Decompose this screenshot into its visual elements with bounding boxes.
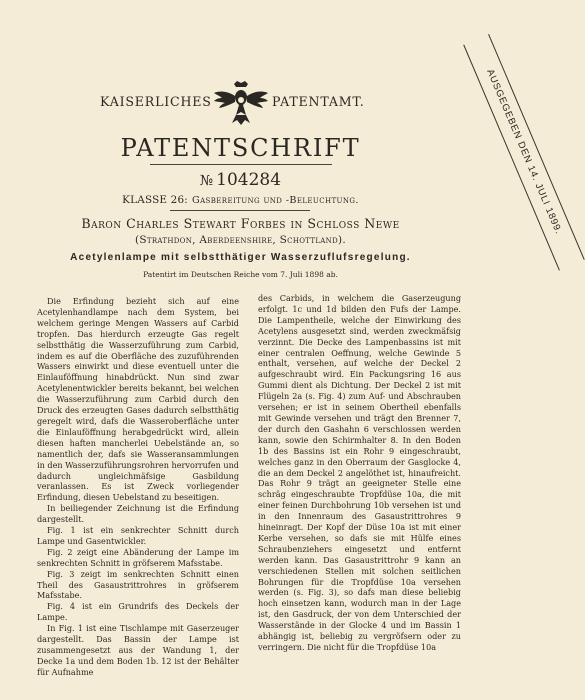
paragraph: Fig. 3 zeigt im senkrechten Schnitt einen Theil des Gasaustrittrohres in gröfserem Mafsstabe. bbox=[37, 568, 239, 601]
document-type-title: PATENTSCHRIFT bbox=[120, 134, 361, 162]
paragraph: Fig. 4 ist ein Grundrifs des Deckels der Lampe. bbox=[37, 601, 239, 623]
issue-date-stamp bbox=[463, 34, 585, 270]
paragraph: In beiliegender Zeichnung ist die Erfindung dargestellt. bbox=[37, 503, 239, 525]
paragraph: des Carbids, in welchem die Gaserzeugung erfolgt. 1c und 1d bilden den Fufs der Lampe. Die Lampentheile, welche der Einwirkung des Acetylens ausgesetzt sind, werden zweckmäfsig verzinnt. Die Decke des Lampenbassins ist mit einer centralen Oeffnung, welche Gewinde 5 enthalt, versehen, auf welche der Deckel 2 aufgeschraubt wird. Ein Packungsring 16 aus Gummi dient als Dichtung. Der Deckel 2 ist mit Flügeln 2a (s. Fig. 4) zum Auf- und Abschrauben versehen; er ist in seinem Obertheil ebenfalls mit Gewinde versehen und trägt den Brenner 7, der durch den Gashahn 6 verschlossen werden kann, sowie den Schirmhalter 8. In den Boden 1b des Bassins ist ein Rohr 9 eingeschraubt, welches ganz in den Oberraum der Gasglocke 4, die an dem Deckel 2 angelöthet ist, hinaufreicht. Das Rohr 9 trägt an geeigneter Stelle eine schräg eingeschraubte Tropfdüse 10a, die mit einer feinen Durchbohrung 10b versehen ist und in den Innenraum des Gasaustrittrohres 9 hineinragt. Der Kopf der Düse 10a ist mit einer Kerbe versehen, so dafs sie mit Hülfe eines Schraubenziehers eingesetzt und entfernt werden kann. Das Gasaustrittrohr 9 kann an verschiedenen Stellen mit solchen seitlichen Bohrungen für die Tropfdüse 10a versehen werden (s. Fig. 3), so dafs man diese beliebig hoch einsetzen kann, wodurch man in der Lage ist, den Gasdruck, der von dem Unterschied der Wasserstände in der Glocke 4 und im Bassin 1 abhängig ist, beliebig zu vergröfsern oder zu verringern. Die nicht für die Tropfdüse 10a bbox=[258, 293, 461, 652]
patent-number-value: 104284 bbox=[216, 170, 282, 190]
office-header bbox=[0, 84, 481, 124]
number-sign: № bbox=[199, 173, 214, 189]
header-right-text: PATENTAMT. bbox=[272, 94, 365, 109]
right-text-column bbox=[258, 293, 461, 653]
imperial-eagle-emblem bbox=[212, 78, 270, 130]
left-text-column bbox=[37, 296, 239, 678]
stamp-text: AUSGEGEBEN DEN 14. JULI 1899. bbox=[484, 67, 565, 237]
paragraph: Fig. 1 ist ein senkrechter Schnitt durch Lampe und Gasentwickler. bbox=[37, 525, 239, 546]
patent-date-line: Patentirt im Deutschen Reiche vom 7. Juli 1898 ab. bbox=[143, 270, 338, 279]
invention-title: Acetylenlampe mit selbstthätiger Wasserzuflufsregelung. bbox=[70, 252, 411, 263]
paragraph: Die Erfindung bezieht sich auf eine Acetylenhandlampe nach dem System, bei welchem geringe Mengen Wassers auf Carbid tropfen. Das hierdurch erzeugte Gas regelt selbstthätig die Wasserzuführung zum Carbid, indem es auf die Oberfläche des zuzuführenden Wassers einwirkt und diese eventuell unter die Einlauföffnung hinabdrückt. Nun sind zwar Acetylenentwickler bereits bekannt, bei welchen die Wasserzuführung zum Carbid durch den Druck des erzeugten Gases dadurch selbstthätig geregelt wird, dafs die Wasseroberfläche unter die Einlauföffnung herabgedrückt wird, allein diesen haften mancherlei Uebelstände an, so namentlich der, dafs sie Wasseransammlungen in den Wasserzuführungsrohren hervorrufen und dadurch ungleichmäfsige Gasbildung veranlassen. Es ist Zweck vorliegender Erfindung, diesen Uebelstand zu beseitigen. bbox=[37, 296, 239, 503]
header-left-text: KAISERLICHES bbox=[100, 94, 212, 109]
inventor-location: (Strathdon, Aberdeenshire, Schottland). bbox=[134, 234, 347, 246]
class-description: Gasbereitung und -Beleuchtung. bbox=[192, 195, 359, 206]
patent-number bbox=[0, 170, 481, 190]
class-label: KLASSE 26: bbox=[122, 194, 189, 206]
patent-class bbox=[0, 194, 481, 206]
paragraph: Fig. 2 zeigt eine Abänderung der Lampe im senkrechten Schnitt in gröfserem Mafsstabe. bbox=[37, 546, 239, 568]
inventor-name: Baron Charles Stewart Forbes in Schloss Newe bbox=[81, 216, 400, 231]
paragraph: In Fig. 1 ist eine Tischlampe mit Gaserzeuger dargestellt. Das Bassin der Lampe ist zusammengesetzt aus der Wandung 1, der Decke 1a und dem Boden 1b. 12 ist der Behälter für Aufnahme bbox=[37, 623, 239, 677]
class-divider bbox=[170, 210, 310, 211]
title-divider bbox=[150, 164, 332, 165]
